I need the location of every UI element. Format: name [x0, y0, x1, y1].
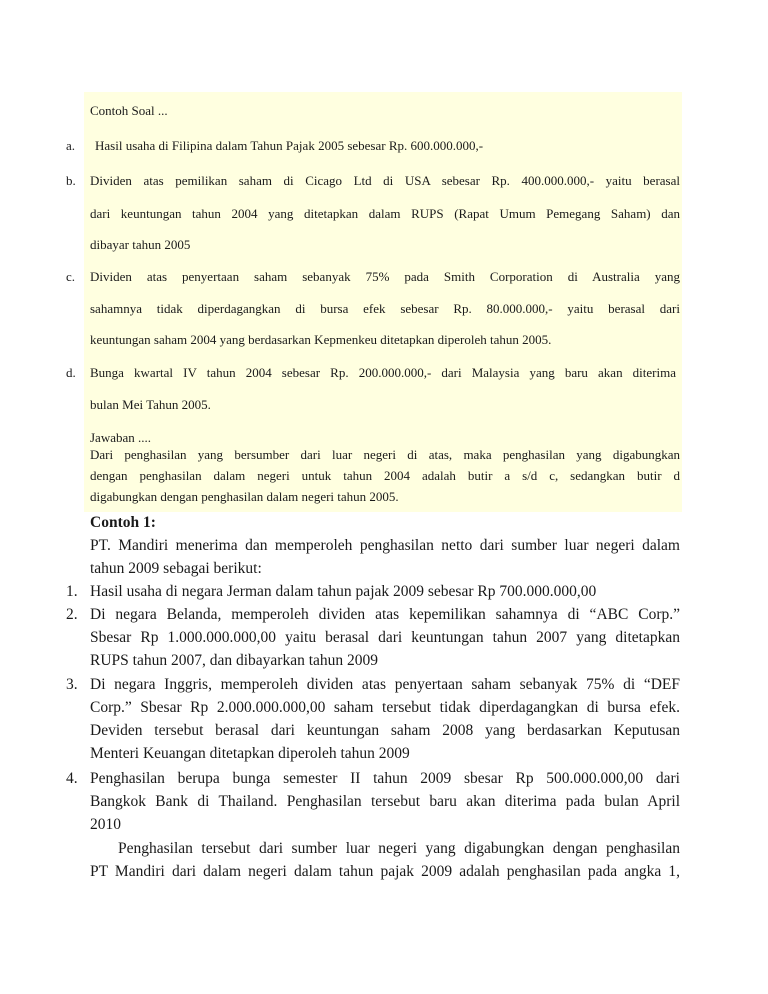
contoh1-title: Contoh 1: — [90, 514, 156, 531]
jawaban-title: Jawaban .... — [90, 430, 152, 445]
list-item-line: Bunga kwartal IV tahun 2004 sebesar Rp. 200.000.000,- dari Malaysia yang baru akan diterima — [90, 365, 676, 380]
item-marker: d. — [66, 365, 76, 380]
item-marker: 4. — [66, 770, 78, 787]
list-item-line: sahamnya tidak diperdagangkan di bursa efek sebesar Rp. 80.000.000,- yaitu berasal dari — [90, 301, 680, 316]
list-item-line: Penghasilan berupa bunga semester II tahun 2009 sbesar Rp 500.000.000,00 dari — [90, 770, 680, 787]
list-item-line: Deviden tersebut berasal dari keuntungan saham 2008 yang berdasarkan Keputusan — [90, 722, 680, 739]
list-item-line: bulan Mei Tahun 2005. — [90, 397, 211, 412]
item-marker: c. — [66, 269, 76, 284]
closing-line: Penghasilan tersebut dari sumber luar negeri yang digabungkan dengan penghasilan — [118, 840, 680, 857]
intro-line: PT. Mandiri menerima dan memperoleh penghasilan netto dari sumber luar negeri dalam — [90, 537, 680, 554]
list-item-line: Bangkok Bank di Thailand. Penghasilan tersebut baru akan diterima pada bulan April — [90, 793, 680, 810]
list-item-line: Dividen atas pemilikan saham di Cicago Ltd di USA sebesar Rp. 400.000.000,- yaitu berasal — [90, 173, 680, 188]
list-item-line: RUPS tahun 2007, dan dibayarkan tahun 2009 — [90, 652, 379, 669]
item-marker: 1. — [66, 583, 78, 600]
jawaban-line: digabungkan dengan penghasilan dalam negeri tahun 2005. — [90, 489, 399, 504]
list-item-line: Corp.” Sbesar Rp 2.000.000.000,00 saham tersebut tidak diperdagangkan di bursa efek. — [90, 699, 680, 716]
list-item-line: Di negara Belanda, memperoleh dividen atas kepemilikan sahamnya di “ABC Corp.” — [90, 606, 680, 623]
item-marker: 3. — [66, 676, 78, 693]
item-marker: a. — [66, 138, 76, 153]
closing-line: PT Mandiri dari dalam negeri dalam tahun pajak 2009 adalah penghasilan pada angka 1, — [90, 863, 680, 880]
list-item-line: dibayar tahun 2005 — [90, 237, 191, 252]
list-item-line: Di negara Inggris, memperoleh dividen atas penyertaan saham sebanyak 75% di “DEF — [90, 676, 680, 693]
list-item-line: Hasil usaha di negara Jerman dalam tahun pajak 2009 sebesar Rp 700.000.000,00 — [90, 583, 597, 600]
list-item-line: 2010 — [90, 816, 121, 833]
list-item-line: keuntungan saham 2004 yang berdasarkan Kepmenkeu ditetapkan diperoleh tahun 2005. — [90, 332, 552, 347]
list-item-line: Menteri Keuangan ditetapkan diperoleh tahun 2009 — [90, 745, 410, 762]
list-item-line: Hasil usaha di Filipina dalam Tahun Pajak 2005 sebesar Rp. 600.000.000,- — [95, 138, 484, 153]
list-item-line: Dividen atas penyertaan saham sebanyak 75% pada Smith Corporation di Australia yang — [90, 269, 680, 284]
intro-line: tahun 2009 sebagai berikut: — [90, 560, 262, 577]
list-item-line: Sbesar Rp 1.000.000.000,00 yaitu berasal dari keuntungan tahun 2007 yang ditetapkan — [90, 629, 680, 646]
jawaban-line: dengan penghasilan dalam negeri untuk tahun 2004 adalah butir a s/d c, sedangkan butir d — [90, 468, 680, 483]
item-marker: 2. — [66, 606, 78, 623]
item-marker: b. — [66, 173, 76, 188]
list-item-line: dari keuntungan tahun 2004 yang ditetapkan dalam RUPS (Rapat Umum Pemegang Saham) dan — [90, 206, 680, 221]
jawaban-line: Dari penghasilan yang bersumber dari luar negeri di atas, maka penghasilan yang digabungkan — [90, 447, 680, 462]
soal-title: Contoh Soal ... — [90, 103, 168, 118]
